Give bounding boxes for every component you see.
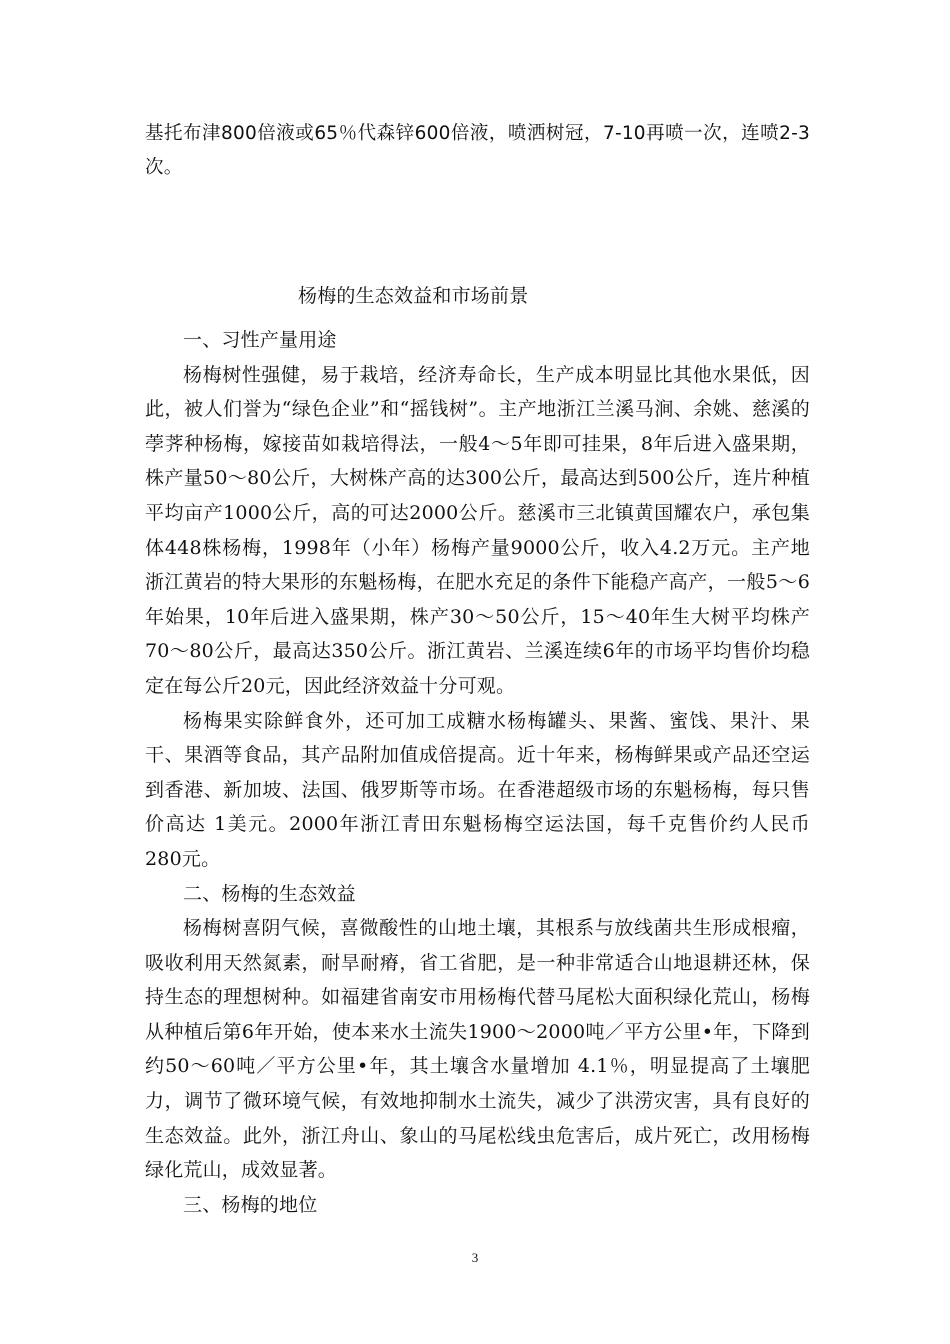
section2-paragraph1: 杨梅树喜阴气候，喜微酸性的山地土壤，其根系与放线菌共生形成根瘤，吸收利用天然氮素，耐旱耐瘠，省工省肥，是一种非常适合山地退耕还林，保持生态的理想树种。如福建省南安市用杨梅代替马尾松大面积绿化荒山，杨梅从种植后第6年开始，使本来水土流失1900～2000吨／平方公里•年，下降到约50～60吨／平方公里•年，其土壤含水量增加 4.1％，明显提高了土壤肥力，调节了微环境气候，有效地抑制水土流失，减少了洪涝灾害，具有良好的生态效益。此外，浙江舟山、象山的马尾松线虫危害后，成片死亡，改用杨梅绿化荒山，成效显著。	[145, 917, 810, 1182]
page-number: 3	[471, 1250, 479, 1265]
intro-paragraph: 基托布津800倍液或65％代森锌600倍液，喷洒树冠，7-10再喷一次，连喷2-3次。	[145, 123, 810, 178]
section1-heading: 一、习性产量用途	[183, 329, 337, 351]
section1-paragraph1: 杨梅树性强健，易于栽培，经济寿命长，生产成本明显比其他水果低，因此，被人们誉为“绿色企业”和“摇钱树”。主产地浙江兰溪马涧、余姚、慈溪的荸荠种杨梅，嫁接苗如栽培得法，一般4～5年即可挂果，8年后进入盛果期，株产量50～80公斤，大树株产高的达300公斤，最高达到500公斤，连片种植平均亩产1000公斤，高的可达2000公斤。慈溪市三北镇黄国耀农户，承包集体448株杨梅，1998年（小年）杨梅产量9000公斤，收入4.2万元。主产地浙江黄岩的特大果形的东魁杨梅，在肥水充足的条件下能稳产高产，一般5～6年始果，10年后进入盛果期，株产30～50公斤，15～40年生大树平均株产70～80公斤，最高达350公斤。浙江黄岩、兰溪连续6年的市场平均售价均稳定在每公斤20元，因此经济效益十分可观。	[145, 363, 810, 697]
document-title: 杨梅的生态效益和市场前景	[298, 285, 529, 307]
section2-heading: 二、杨梅的生态效益	[183, 882, 356, 905]
section3-heading: 三、杨梅的地位	[183, 1193, 318, 1216]
document-body	[145, 323, 810, 1222]
intro-paragraph-block	[145, 117, 810, 185]
section1-paragraph2: 杨梅果实除鲜食外，还可加工成糖水杨梅罐头、果酱、蜜饯、果汁、果干、果酒等食品，其产品附加值成倍提高。近十年来，杨梅鲜果或产品还空运到香港、新加坡、法国、俄罗斯等市场。在香港超级市场的东魁杨梅，每只售价高达 1美元。2000年浙江青田东魁杨梅空运法国，每千克售价约人民币 280元。	[145, 709, 810, 870]
